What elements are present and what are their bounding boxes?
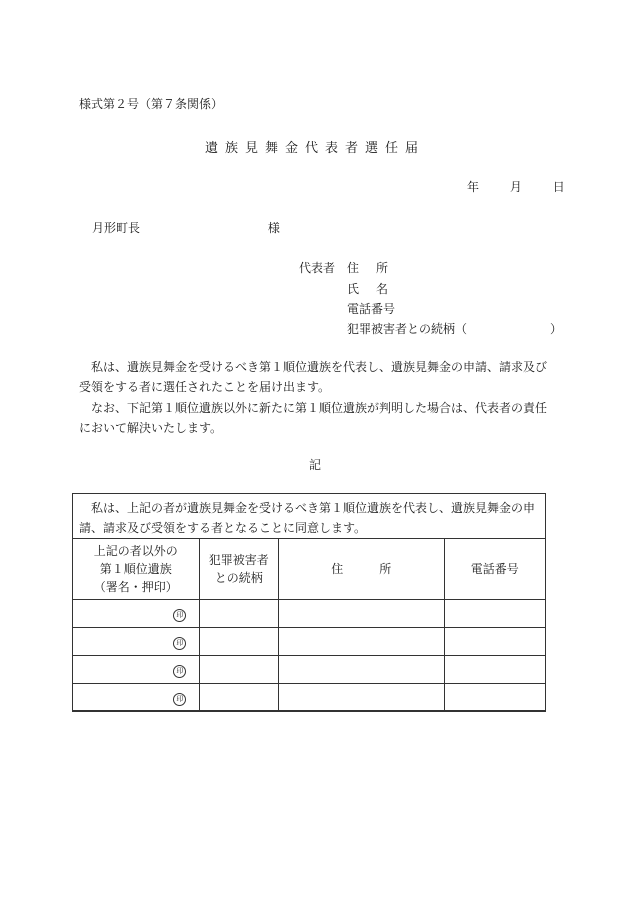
signature-cell[interactable]: [73, 684, 200, 712]
consent-table: [72, 538, 546, 712]
relation-cell[interactable]: [199, 684, 278, 712]
relation-cell[interactable]: [199, 628, 278, 656]
addressee-name: 月形町長: [92, 221, 141, 235]
year-label: 年: [467, 180, 480, 194]
phone-cell[interactable]: [444, 656, 545, 684]
month-label: 月: [509, 180, 522, 194]
consent-section: [72, 493, 546, 711]
responsibility-paragraph: なお、下記第１順位遺族以外に新たに第１順位遺族が判明した場合は、代表者の責任において解決いたします。: [79, 401, 548, 435]
address-cell[interactable]: [278, 656, 444, 684]
phone-cell[interactable]: [444, 628, 545, 656]
form-number: 様式第２号（第７条関係）: [79, 97, 224, 111]
signature-cell[interactable]: [73, 628, 200, 656]
table-row: [73, 656, 546, 684]
table-row: [73, 600, 546, 628]
table-header-row: [73, 539, 546, 600]
day-label: 日: [552, 180, 565, 194]
seal-icon: 印: [173, 637, 186, 650]
table-row: [73, 684, 546, 712]
addressee-honorific: 様: [267, 221, 280, 235]
signature-cell[interactable]: [73, 656, 200, 684]
document-title: 遺族見舞金代表者選任届: [204, 141, 425, 156]
date-line: [467, 178, 565, 195]
phone-cell[interactable]: [444, 684, 545, 712]
relation-paren-close: ）: [550, 322, 563, 336]
consent-text: 私は、上記の者が遺族見舞金を受けるべき第１順位遺族を代表し、遺族見舞金の申請、請求及び受領をする者となることに同意します。: [79, 501, 536, 535]
relation-cell[interactable]: [199, 600, 278, 628]
name-label: 氏名: [347, 282, 406, 296]
phone-cell[interactable]: [444, 600, 545, 628]
phone-label: 電話番号: [347, 302, 396, 316]
address-cell[interactable]: [278, 600, 444, 628]
declaration-paragraph: 私は、遺族見舞金を受けるべき第１順位遺族を代表し、遺族見舞金の申請、請求及び受領をする者に選任されたことを届け出ます。: [79, 360, 548, 394]
header-other-survivors: 上記の者以外の 第１順位遺族 （署名・押印）: [73, 539, 200, 600]
addressee: [92, 219, 280, 236]
seal-icon: 印: [173, 665, 186, 678]
address-cell[interactable]: [278, 684, 444, 712]
ki-heading: 記: [308, 458, 321, 472]
signature-cell[interactable]: [73, 600, 200, 628]
header-phone: 電話番号: [444, 539, 545, 600]
relation-cell[interactable]: [199, 656, 278, 684]
address-label: 住所: [347, 261, 406, 275]
header-relation: 犯罪被害者 との続柄: [199, 539, 278, 600]
representative-label: 代表者: [299, 261, 336, 275]
seal-icon: 印: [173, 609, 186, 622]
header-address: 住 所: [278, 539, 444, 600]
address-cell[interactable]: [278, 628, 444, 656]
table-row: [73, 628, 546, 656]
relation-label: 犯罪被害者との続柄（: [347, 322, 468, 336]
seal-icon: 印: [173, 693, 186, 706]
